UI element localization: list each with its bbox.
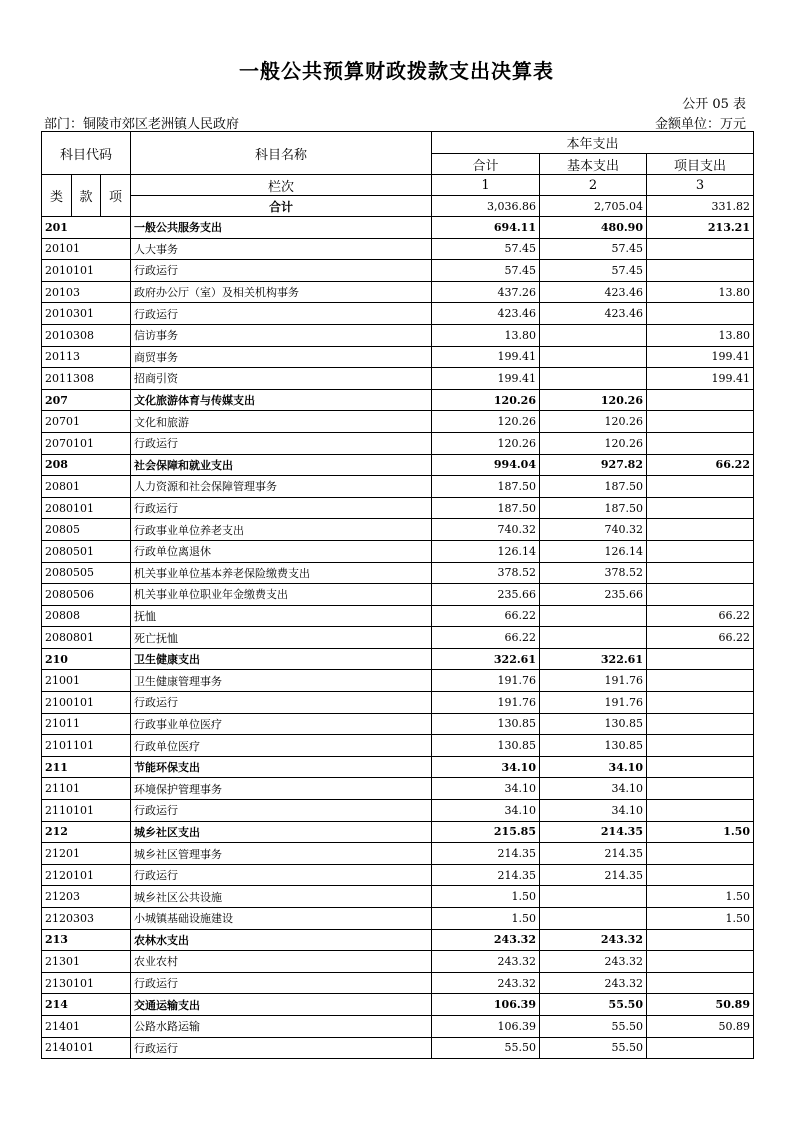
row-project — [647, 1037, 754, 1059]
header-code: 科目代码 — [42, 132, 131, 175]
row-project: 66.22 — [647, 454, 754, 476]
row-project — [647, 756, 754, 778]
row-basic: 191.76 — [540, 670, 647, 692]
row-name: 招商引资 — [131, 368, 432, 390]
table-row — [42, 800, 754, 822]
row-total: 243.32 — [432, 972, 540, 994]
row-total: 215.85 — [432, 821, 540, 843]
table-row — [42, 346, 754, 368]
row-code: 207 — [42, 389, 131, 411]
row-basic — [540, 627, 647, 649]
row-code: 2011308 — [42, 368, 131, 390]
row-project: 199.41 — [647, 368, 754, 390]
table-row — [42, 562, 754, 584]
row-project: 1.50 — [647, 886, 754, 908]
row-total: 57.45 — [432, 260, 540, 282]
row-name: 行政运行 — [131, 260, 432, 282]
row-basic: 322.61 — [540, 648, 647, 670]
row-total: 187.50 — [432, 476, 540, 498]
row-total: 57.45 — [432, 238, 540, 260]
row-project — [647, 778, 754, 800]
row-name: 社会保障和就业支出 — [131, 454, 432, 476]
row-total: 243.32 — [432, 929, 540, 951]
row-project — [647, 260, 754, 282]
row-total: 120.26 — [432, 432, 540, 454]
row-code: 2140101 — [42, 1037, 131, 1059]
row-project — [647, 670, 754, 692]
row-code: 20101 — [42, 238, 131, 260]
row-name: 文化旅游体育与传媒支出 — [131, 389, 432, 411]
row-basic: 55.50 — [540, 994, 647, 1016]
row-basic: 57.45 — [540, 238, 647, 260]
row-total: 199.41 — [432, 368, 540, 390]
table-row — [42, 627, 754, 649]
row-total: 214.35 — [432, 843, 540, 865]
row-code: 2080506 — [42, 584, 131, 606]
row-code: 21101 — [42, 778, 131, 800]
table-row — [42, 540, 754, 562]
row-name: 一般公共服务支出 — [131, 217, 432, 239]
row-code: 2080501 — [42, 540, 131, 562]
row-name: 行政运行 — [131, 972, 432, 994]
row-total: 243.32 — [432, 951, 540, 973]
row-project: 13.80 — [647, 324, 754, 346]
row-name: 行政运行 — [131, 497, 432, 519]
table-row — [42, 821, 754, 843]
table-row — [42, 432, 754, 454]
row-total: 1.50 — [432, 886, 540, 908]
row-total: 120.26 — [432, 411, 540, 433]
row-basic: 191.76 — [540, 692, 647, 714]
row-project — [647, 432, 754, 454]
table-row — [42, 411, 754, 433]
table-row — [42, 605, 754, 627]
row-code: 21301 — [42, 951, 131, 973]
header-col3: 3 — [647, 175, 754, 196]
table-row — [42, 584, 754, 606]
sum-basic: 2,705.04 — [540, 196, 647, 217]
table-row — [42, 670, 754, 692]
row-project — [647, 929, 754, 951]
row-total: 322.61 — [432, 648, 540, 670]
row-total: 191.76 — [432, 692, 540, 714]
row-basic: 126.14 — [540, 540, 647, 562]
row-name: 卫生健康管理事务 — [131, 670, 432, 692]
table-row — [42, 389, 754, 411]
row-basic: 187.50 — [540, 476, 647, 498]
row-project — [647, 497, 754, 519]
row-code: 20113 — [42, 346, 131, 368]
table-row — [42, 519, 754, 541]
row-basic: 214.35 — [540, 843, 647, 865]
row-name: 机关事业单位职业年金缴费支出 — [131, 584, 432, 606]
row-name: 行政运行 — [131, 692, 432, 714]
row-total: 994.04 — [432, 454, 540, 476]
row-total: 694.11 — [432, 217, 540, 239]
row-name: 行政运行 — [131, 432, 432, 454]
row-name: 行政运行 — [131, 1037, 432, 1059]
table-row — [42, 260, 754, 282]
row-basic: 243.32 — [540, 951, 647, 973]
row-basic: 55.50 — [540, 1037, 647, 1059]
row-total: 191.76 — [432, 670, 540, 692]
table-row — [42, 886, 754, 908]
table-row — [42, 843, 754, 865]
row-name: 城乡社区管理事务 — [131, 843, 432, 865]
row-basic — [540, 368, 647, 390]
table-row — [42, 1037, 754, 1059]
sum-label: 合计 — [131, 196, 432, 217]
row-total: 130.85 — [432, 735, 540, 757]
row-code: 2120303 — [42, 908, 131, 930]
row-project — [647, 476, 754, 498]
sum-project: 331.82 — [647, 196, 754, 217]
row-code: 2010308 — [42, 324, 131, 346]
row-total: 126.14 — [432, 540, 540, 562]
row-code: 21201 — [42, 843, 131, 865]
row-name: 人力资源和社会保障管理事务 — [131, 476, 432, 498]
table-row — [42, 476, 754, 498]
row-basic: 120.26 — [540, 432, 647, 454]
row-code: 208 — [42, 454, 131, 476]
table-row — [42, 972, 754, 994]
row-total: 106.39 — [432, 1015, 540, 1037]
row-total: 120.26 — [432, 389, 540, 411]
row-total: 34.10 — [432, 800, 540, 822]
header-kuan: 款 — [72, 175, 101, 217]
row-total: 106.39 — [432, 994, 540, 1016]
row-name: 行政运行 — [131, 303, 432, 325]
row-basic: 423.46 — [540, 303, 647, 325]
row-project — [647, 389, 754, 411]
row-project: 213.21 — [647, 217, 754, 239]
row-basic: 214.35 — [540, 821, 647, 843]
row-basic: 120.26 — [540, 389, 647, 411]
row-basic: 480.90 — [540, 217, 647, 239]
department-label: 部门：铜陵市郊区老洲镇人民政府 — [44, 117, 240, 132]
row-total: 66.22 — [432, 605, 540, 627]
row-name: 行政运行 — [131, 800, 432, 822]
table-row — [42, 864, 754, 886]
row-code: 21001 — [42, 670, 131, 692]
page-title: 一般公共预算财政拨款支出决算表 — [239, 59, 554, 83]
row-project — [647, 972, 754, 994]
row-code: 2080801 — [42, 627, 131, 649]
row-project: 66.22 — [647, 605, 754, 627]
row-name: 行政事业单位医疗 — [131, 713, 432, 735]
row-code: 2080505 — [42, 562, 131, 584]
row-basic: 130.85 — [540, 735, 647, 757]
row-name: 交通运输支出 — [131, 994, 432, 1016]
row-name: 死亡抚恤 — [131, 627, 432, 649]
row-basic: 34.10 — [540, 800, 647, 822]
row-code: 2120101 — [42, 864, 131, 886]
row-name: 商贸事务 — [131, 346, 432, 368]
row-total: 34.10 — [432, 778, 540, 800]
row-total: 187.50 — [432, 497, 540, 519]
row-total: 423.46 — [432, 303, 540, 325]
row-code: 2101101 — [42, 735, 131, 757]
row-basic: 34.10 — [540, 778, 647, 800]
row-code: 20805 — [42, 519, 131, 541]
row-project — [647, 540, 754, 562]
table-row — [42, 994, 754, 1016]
table-row — [42, 692, 754, 714]
header-total: 合计 — [432, 154, 540, 175]
row-total: 740.32 — [432, 519, 540, 541]
row-code: 2070101 — [42, 432, 131, 454]
table-row — [42, 454, 754, 476]
header-col2: 2 — [540, 175, 647, 196]
row-code: 21011 — [42, 713, 131, 735]
table-row — [42, 648, 754, 670]
table-row — [42, 1015, 754, 1037]
row-project: 66.22 — [647, 627, 754, 649]
row-basic: 378.52 — [540, 562, 647, 584]
row-code: 20801 — [42, 476, 131, 498]
row-name: 行政单位医疗 — [131, 735, 432, 757]
row-project — [647, 584, 754, 606]
row-total: 66.22 — [432, 627, 540, 649]
row-basic: 130.85 — [540, 713, 647, 735]
row-name: 行政运行 — [131, 864, 432, 886]
row-code: 20701 — [42, 411, 131, 433]
row-code: 2010101 — [42, 260, 131, 282]
row-project — [647, 238, 754, 260]
row-project: 1.50 — [647, 908, 754, 930]
row-project: 13.80 — [647, 281, 754, 303]
row-basic — [540, 886, 647, 908]
row-project — [647, 562, 754, 584]
row-basic: 740.32 — [540, 519, 647, 541]
row-name: 政府办公厅（室）及相关机构事务 — [131, 281, 432, 303]
row-basic — [540, 324, 647, 346]
table-row — [42, 497, 754, 519]
row-total: 55.50 — [432, 1037, 540, 1059]
row-code: 201 — [42, 217, 131, 239]
row-project — [647, 519, 754, 541]
row-code: 2010301 — [42, 303, 131, 325]
row-code: 20103 — [42, 281, 131, 303]
row-basic — [540, 346, 647, 368]
row-project — [647, 303, 754, 325]
row-total: 1.50 — [432, 908, 540, 930]
row-code: 211 — [42, 756, 131, 778]
table-row — [42, 778, 754, 800]
row-total: 34.10 — [432, 756, 540, 778]
table-row — [42, 908, 754, 930]
row-name: 城乡社区支出 — [131, 821, 432, 843]
expenditure-table — [41, 131, 754, 1059]
row-name: 公路水路运输 — [131, 1015, 432, 1037]
row-code: 2130101 — [42, 972, 131, 994]
row-total: 437.26 — [432, 281, 540, 303]
row-total: 130.85 — [432, 713, 540, 735]
row-basic: 243.32 — [540, 929, 647, 951]
row-project: 1.50 — [647, 821, 754, 843]
row-basic: 57.45 — [540, 260, 647, 282]
table-row — [42, 735, 754, 757]
table-row — [42, 713, 754, 735]
row-basic: 34.10 — [540, 756, 647, 778]
row-code: 213 — [42, 929, 131, 951]
table-row — [42, 281, 754, 303]
row-code: 21401 — [42, 1015, 131, 1037]
row-project — [647, 411, 754, 433]
table-row — [42, 238, 754, 260]
row-name: 机关事业单位基本养老保险缴费支出 — [131, 562, 432, 584]
row-code: 212 — [42, 821, 131, 843]
header-col1: 1 — [432, 175, 540, 196]
table-row — [42, 951, 754, 973]
row-total: 378.52 — [432, 562, 540, 584]
row-project — [647, 951, 754, 973]
row-name: 文化和旅游 — [131, 411, 432, 433]
row-basic: 55.50 — [540, 1015, 647, 1037]
table-row — [42, 756, 754, 778]
row-total: 235.66 — [432, 584, 540, 606]
row-code: 20808 — [42, 605, 131, 627]
table-row — [42, 929, 754, 951]
row-name: 行政单位离退休 — [131, 540, 432, 562]
row-total: 13.80 — [432, 324, 540, 346]
row-project — [647, 648, 754, 670]
row-name: 信访事务 — [131, 324, 432, 346]
row-project — [647, 713, 754, 735]
row-name: 小城镇基础设施建设 — [131, 908, 432, 930]
row-code: 2080101 — [42, 497, 131, 519]
row-basic: 214.35 — [540, 864, 647, 886]
header-project: 项目支出 — [647, 154, 754, 175]
header-lei: 类 — [42, 175, 72, 217]
header-name: 科目名称 — [131, 132, 432, 175]
row-basic: 120.26 — [540, 411, 647, 433]
row-code: 210 — [42, 648, 131, 670]
row-project — [647, 692, 754, 714]
header-basic: 基本支出 — [540, 154, 647, 175]
row-code: 214 — [42, 994, 131, 1016]
table-row — [42, 368, 754, 390]
sum-total: 3,036.86 — [432, 196, 540, 217]
row-name: 人大事务 — [131, 238, 432, 260]
row-project: 50.89 — [647, 1015, 754, 1037]
row-basic: 235.66 — [540, 584, 647, 606]
table-row — [42, 324, 754, 346]
row-total: 199.41 — [432, 346, 540, 368]
row-total: 214.35 — [432, 864, 540, 886]
row-project: 199.41 — [647, 346, 754, 368]
row-project — [647, 843, 754, 865]
form-number: 公开 05 表 — [682, 97, 746, 112]
row-name: 农业农村 — [131, 951, 432, 973]
row-name: 城乡社区公共设施 — [131, 886, 432, 908]
row-name: 节能环保支出 — [131, 756, 432, 778]
table-row — [42, 303, 754, 325]
row-code: 2110101 — [42, 800, 131, 822]
row-project — [647, 735, 754, 757]
row-basic: 187.50 — [540, 497, 647, 519]
row-basic: 927.82 — [540, 454, 647, 476]
row-project — [647, 800, 754, 822]
row-basic: 423.46 — [540, 281, 647, 303]
header-xiang: 项 — [101, 175, 131, 217]
unit-label: 金额单位：万元 — [654, 117, 746, 132]
row-name: 抚恤 — [131, 605, 432, 627]
row-code: 21203 — [42, 886, 131, 908]
row-project — [647, 864, 754, 886]
row-name: 行政事业单位养老支出 — [131, 519, 432, 541]
row-code: 2100101 — [42, 692, 131, 714]
table-row — [42, 217, 754, 239]
row-project: 50.89 — [647, 994, 754, 1016]
row-name: 环境保护管理事务 — [131, 778, 432, 800]
row-basic: 243.32 — [540, 972, 647, 994]
row-name: 卫生健康支出 — [131, 648, 432, 670]
row-basic — [540, 605, 647, 627]
row-basic — [540, 908, 647, 930]
header-column-label: 栏次 — [131, 175, 432, 196]
row-name: 农林水支出 — [131, 929, 432, 951]
header-current-year: 本年支出 — [432, 132, 754, 154]
